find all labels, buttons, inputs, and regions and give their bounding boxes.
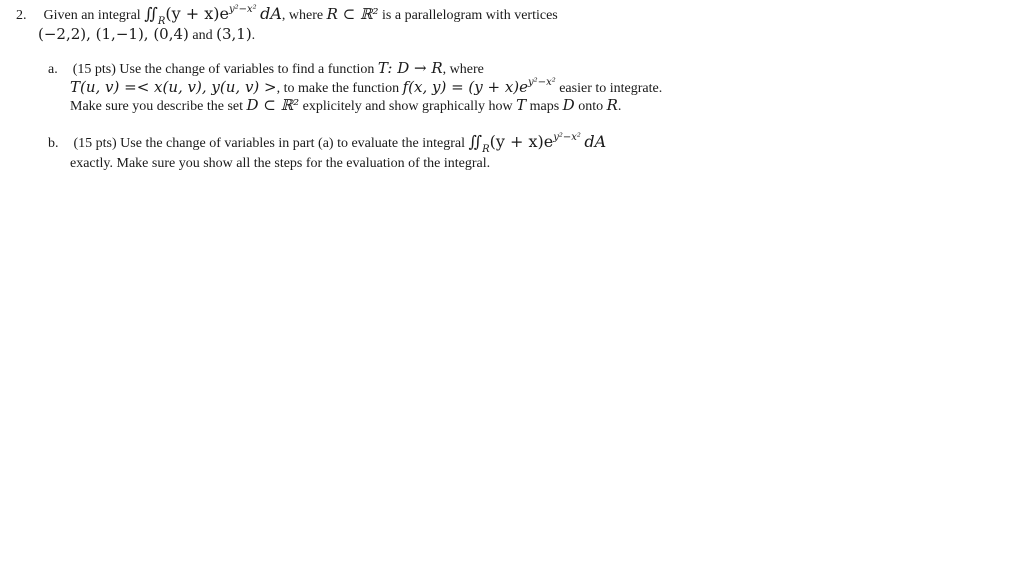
and-text: and (192, 28, 213, 43)
part-b-text-1: Use the change of variables in part (a) to evaluate the integral (120, 136, 465, 151)
t-definition: T(u, v) =< x(u, v), y(u, v) > (70, 78, 277, 96)
where-text: , where (281, 8, 324, 23)
part-b-points: (15 pts) (73, 136, 117, 151)
double-integral-symbol-b: ∬ (468, 132, 483, 151)
part-b-text-2: exactly. Make sure you show all the steps for the evaluation of the integral. (70, 156, 491, 171)
region-subscript-b: R (482, 144, 490, 155)
part-a-label: a. (48, 62, 58, 77)
part-a-text-3-mid: explicitely and show graphically how (302, 99, 513, 114)
part-b-line-2 (70, 155, 490, 173)
part-a-where: , where (442, 62, 484, 77)
part-a-line-2 (70, 78, 662, 98)
region-subscript: R (157, 16, 166, 27)
double-integral-symbol: ∬ (144, 4, 158, 23)
maps-text: maps (529, 99, 560, 114)
exponent-b: y²−x² (553, 132, 581, 143)
part-b-label: b. (48, 136, 59, 151)
part-a-period: . (617, 99, 622, 114)
region-expression: R ⊂ ℝ² (326, 5, 379, 23)
period: . (251, 28, 256, 43)
integrand-b: (y + x)e (489, 132, 554, 151)
differential-b: dA (584, 132, 607, 151)
problem-number: 2. (16, 8, 27, 23)
t-symbol: T (516, 96, 527, 114)
map-expression: T: D → R (377, 59, 443, 77)
integrand: (y + x)e (165, 4, 229, 23)
part-b-line-1 (48, 133, 606, 153)
part-a-text-2: , to make the function (276, 81, 400, 96)
part-a-text-3: Make sure you describe the set (70, 99, 243, 114)
f-definition: f(x, y) = (y + x)e (402, 78, 529, 96)
region-description: is a parallelogram with vertices (382, 8, 558, 23)
f-exponent: y²−x² (528, 77, 556, 88)
problem-intro: Given an integral (43, 8, 141, 23)
part-a-line-3 (70, 96, 621, 116)
r-symbol: R (606, 96, 618, 114)
differential: dA (260, 4, 282, 23)
part-a-text-1: Use the change of variables to find a function (119, 62, 375, 77)
exponent: y²−x² (228, 4, 257, 15)
set-expression: D ⊂ ℝ² (246, 96, 300, 114)
problem-line-2 (38, 25, 255, 45)
problem-line-1 (16, 5, 558, 25)
part-a-line-1 (48, 59, 484, 79)
part-a-points: (15 pts) (72, 62, 116, 77)
vertices-list: (−2,2), (1,−1), (0,4) (38, 25, 189, 43)
part-a-text-2-end: easier to integrate. (559, 81, 663, 96)
d-symbol: D (562, 96, 575, 114)
last-vertex: (3,1) (216, 25, 252, 43)
onto-text: onto (578, 99, 604, 114)
